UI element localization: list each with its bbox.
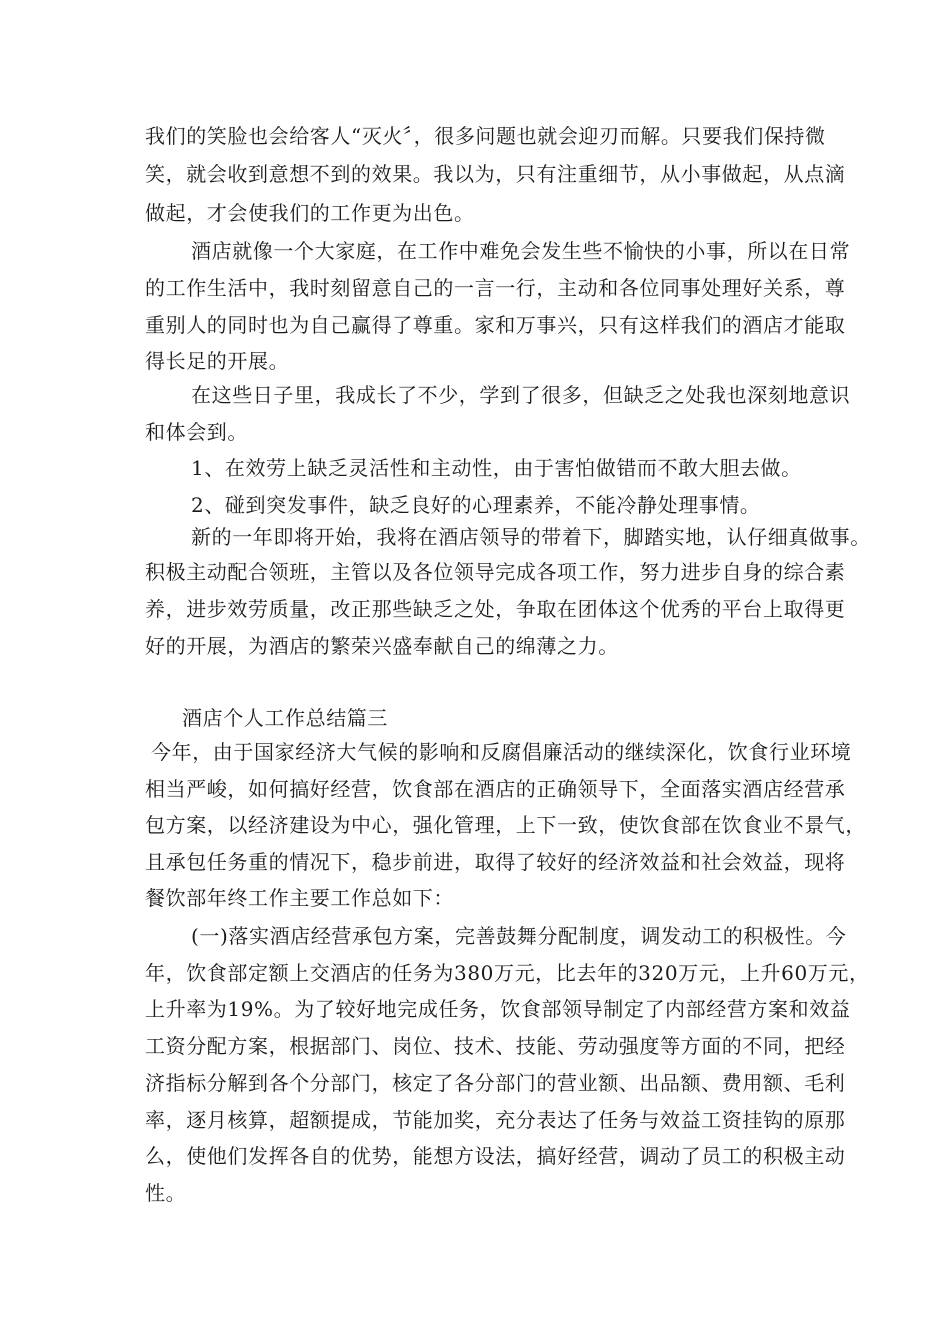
paragraph-line: 相当严峻，如何搞好经营，饮食部在酒店的正确领导下，全面落实酒店经营承 (145, 777, 846, 801)
paragraph-line: 养，进步效劳质量，改正那些缺乏之处，争取在团体这个优秀的平台上取得更 (145, 597, 846, 621)
paragraph-line: (一)落实酒店经营承包方案，完善鼓舞分配制度，调发动工的积极性。今 (191, 924, 847, 948)
paragraph-line: 和体会到。 (145, 420, 248, 444)
paragraph-line: 工资分配方案，根据部门、岗位、技术、技能、劳动强度等方面的不同，把经 (145, 1034, 846, 1058)
paragraph-line: 率，逐月核算，超额提成，节能加奖，充分表达了任务与效益工资挂钩的原那 (145, 1108, 846, 1132)
paragraph-line: 今年，由于国家经济大气候的影响和反腐倡廉活动的继续深化，饮食行业环境 (151, 740, 852, 764)
section-heading: 酒店个人工作总结篇三 (182, 706, 388, 730)
paragraph-line: 积极主动配合领班，主管以及各位领导完成各项工作，努力进步自身的综合素 (145, 560, 846, 584)
paragraph-line: 餐饮部年终工作主要工作总如下： (145, 886, 454, 910)
paragraph-line: 性。 (145, 1181, 187, 1205)
paragraph-line: 么，使他们发挥各自的优势，能想方设法，搞好经营，调动了员工的积极主动 (145, 1144, 846, 1168)
paragraph-line: 得长足的开展。 (145, 349, 290, 373)
paragraph-line: 且承包任务重的情况下，稳步前进，取得了较好的经济效益和社会效益，现将 (145, 850, 846, 874)
paragraph-line: 新的一年即将开始，我将在酒店领导的带着下，脚踏实地，认仔细真做事。 (191, 525, 871, 549)
paragraph-line: 济指标分解到各个分部门，核定了各分部门的营业额、出品额、费用额、毛利 (145, 1071, 846, 1095)
list-item-line: 1、在效劳上缺乏灵活性和主动性，由于害怕做错而不敢大胆去做。 (191, 456, 802, 480)
paragraph-line: 做起，才会使我们的工作更为出色。 (145, 201, 475, 225)
paragraph-line: 年，饮食部定额上交酒店的任务为380万元，比去年的320万元，上升60万元， (145, 961, 870, 985)
list-item-line: 2、碰到突发事件，缺乏良好的心理素养，不能冷静处理事情。 (191, 493, 761, 517)
paragraph-line: 我们的笑脸也会给客人“灭火〞，很多问题也就会迎刃而解。只要我们保持微 (145, 124, 826, 148)
paragraph-line: 上升率为19%。为了较好地完成任务，饮食部领导制定了内部经营方案和效益 (145, 997, 851, 1021)
paragraph-line: 重别人的同时也为自己赢得了尊重。家和万事兴，只有这样我们的酒店才能取 (145, 313, 846, 337)
paragraph-line: 笑，就会收到意想不到的效果。我以为，只有注重细节，从小事做起，从点滴 (145, 162, 846, 186)
paragraph-line: 包方案，以经济建设为中心，强化管理，上下一致，使饮食部在饮食业不景气， (145, 813, 866, 837)
paragraph-line: 在这些日子里，我成长了不少，学到了很多，但缺乏之处我也深刻地意识 (191, 383, 851, 407)
paragraph-line: 酒店就像一个大家庭，在工作中难免会发生些不愉快的小事，所以在日常 (191, 239, 851, 263)
paragraph-line: 好的开展，为酒店的繁荣兴盛奉献自己的绵薄之力。 (145, 634, 619, 658)
paragraph-line: 的工作生活中，我时刻留意自己的一言一行，主动和各位同事处理好关系，尊 (145, 276, 846, 300)
